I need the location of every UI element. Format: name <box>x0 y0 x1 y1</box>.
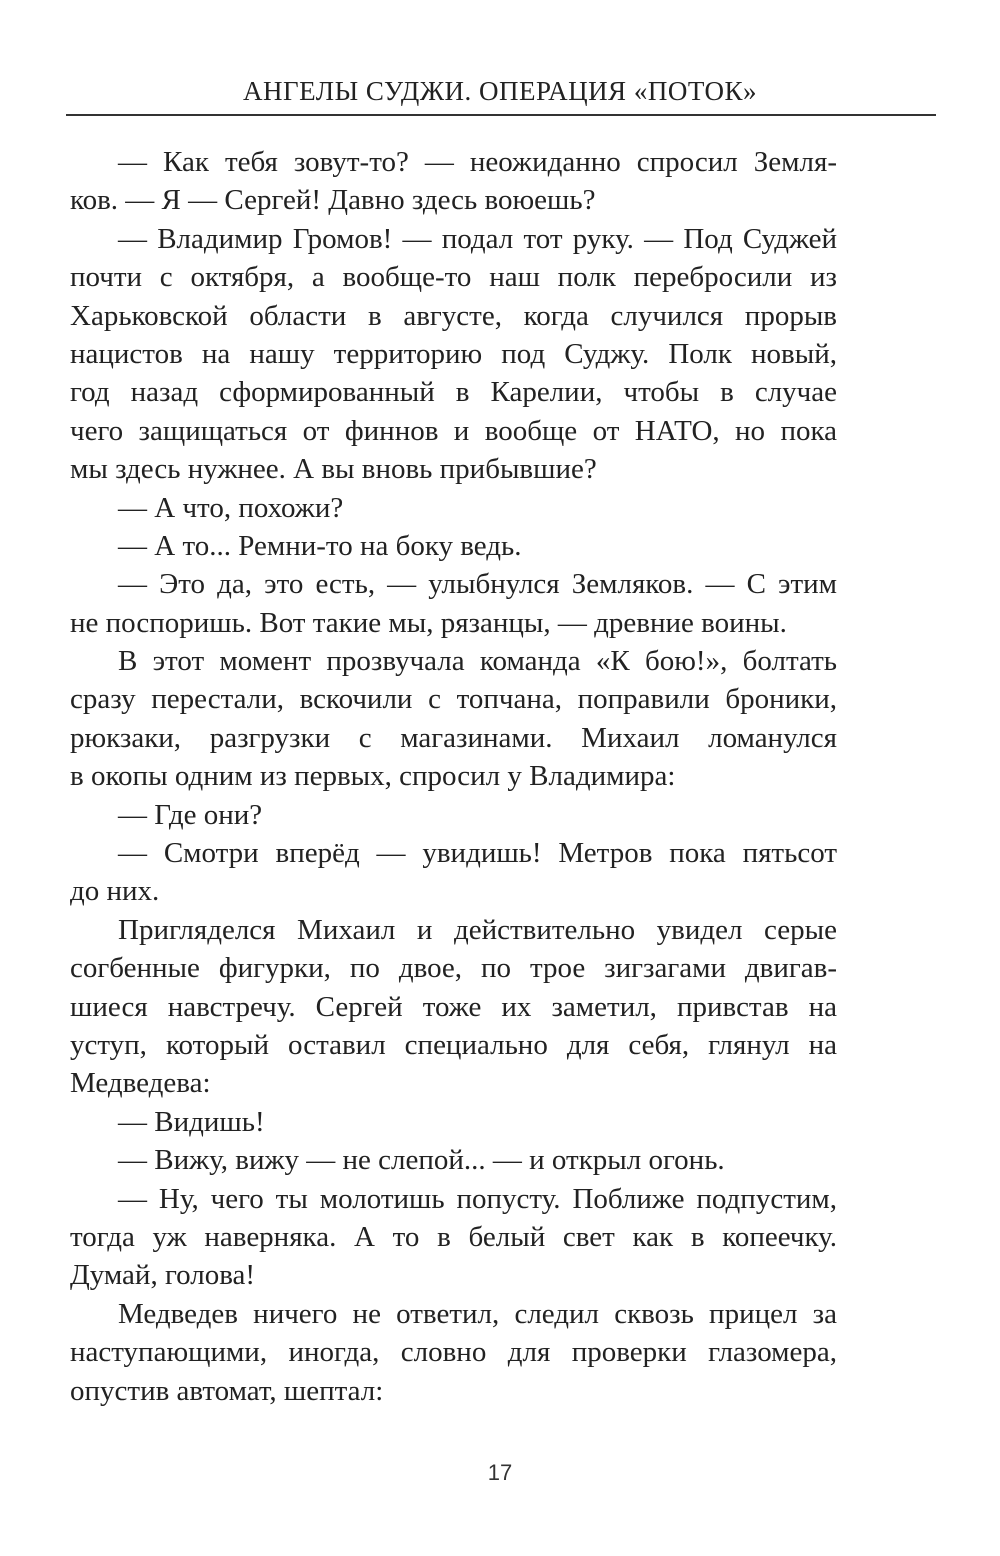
header-divider <box>66 114 936 116</box>
text-line: — Как тебя зовут-то? — неожиданно спросил Земля- <box>118 146 837 178</box>
running-header: АНГЕЛЫ СУДЖИ. ОПЕРАЦИЯ «ПОТОК» <box>243 76 757 106</box>
text-line: Медведева: <box>70 1067 211 1100</box>
text-line: — Смотри вперёд — увидишь! Метров пока пятьсот <box>118 837 837 870</box>
text-line: В этот момент прозвучала команда «К бою!», болтать <box>118 645 837 678</box>
text-line: нацистов на нашу территорию под Суджу. Полк новый, <box>70 337 837 370</box>
text-line: уступ, который оставил специально для себя, глянул на <box>70 1028 837 1061</box>
text-line: почти с октября, а вообще-то наш полк перебросили из <box>70 261 837 294</box>
text-line: — Видишь! <box>118 1105 265 1138</box>
text-line: мы здесь нужнее. А вы вновь прибывшие? <box>70 453 597 486</box>
text-line: Харьковской области в августе, когда случился прорыв <box>70 299 837 332</box>
text-line: в окопы одним из первых, спросил у Владимира: <box>70 760 676 793</box>
text-line: опустив автомат, шептал: <box>70 1374 384 1407</box>
text-line: Думай, голова! <box>70 1259 256 1292</box>
text-line: Пригляделся Михаил и действительно увидел серые <box>118 913 837 946</box>
text-line: — Где они? <box>118 798 263 831</box>
text-line: наступающими, иногда, словно для проверки глазомера, <box>70 1336 837 1369</box>
text-line: — Вижу, вижу — не слепой... — и открыл огонь. <box>118 1144 725 1177</box>
text-line: — Владимир Громов! — подал тот руку. — Под Суджей <box>118 222 837 255</box>
text-line: — А что, похожи? <box>118 491 344 524</box>
text-line: тогда уж наверняка. А то в белый свет как в копеечку. <box>70 1220 837 1253</box>
body-text <box>70 143 837 1410</box>
text-line: — А то... Ремни-то на боку ведь. <box>118 529 522 562</box>
text-line: год назад сформированный в Карелии, чтобы в случае <box>70 376 837 409</box>
text-line: сразу перестали, вскочили с топчана, поправили броники, <box>70 683 837 716</box>
text-line: шиеся навстречу. Сергей тоже их заметил, привстав на <box>70 990 837 1023</box>
text-line: рюкзаки, разгрузки с магазинами. Михаил ломанулся <box>70 721 837 754</box>
text-line: чего защищаться от финнов и вообще от НАТО, но пока <box>70 414 837 447</box>
text-line: — Ну, чего ты молотишь попусту. Поближе подпустим, <box>118 1182 837 1215</box>
text-line: до них. <box>70 875 160 908</box>
text-line: ков. — Я — Сергей! Давно здесь воюешь? <box>70 184 596 217</box>
text-line: — Это да, это есть, — улыбнулся Земляков. — С этим <box>118 568 837 601</box>
text-line: не поспоришь. Вот такие мы, рязанцы, — древние воины. <box>70 606 787 639</box>
page-number: 17 <box>487 1460 513 1485</box>
text-line: согбенные фигурки, по двое, по трое зигзагами двигав- <box>70 952 837 985</box>
text-line: Медведев ничего не ответил, следил сквозь прицел за <box>118 1297 837 1330</box>
